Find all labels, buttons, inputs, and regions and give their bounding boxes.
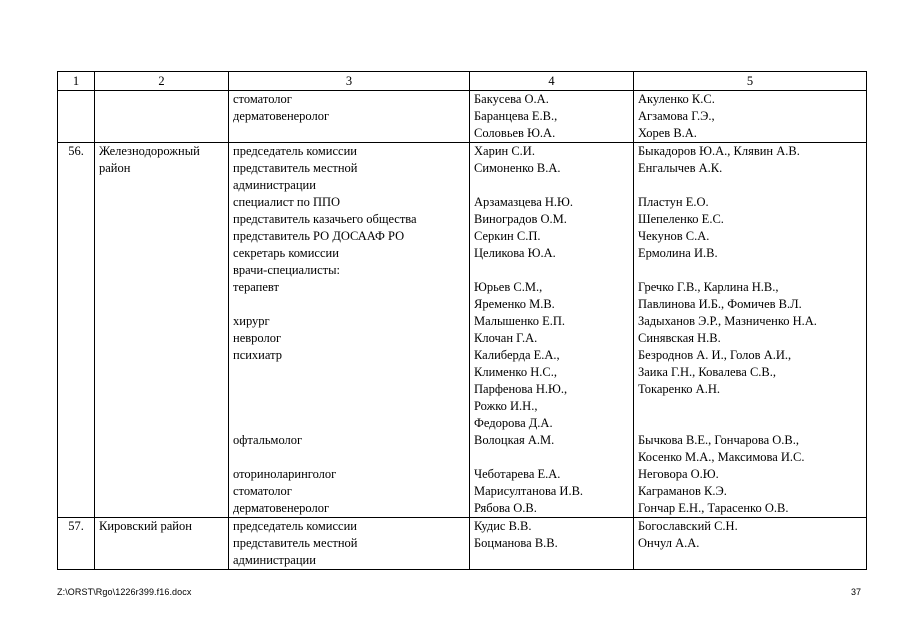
reserve-line (638, 398, 862, 415)
row-number: 57. (68, 519, 84, 533)
district-name: район (99, 161, 131, 175)
role-line (233, 381, 465, 398)
role-line: психиатр (233, 348, 282, 362)
table-cell-roles (229, 143, 470, 518)
commission-table (57, 71, 867, 570)
district-name: Кировский район (99, 519, 192, 533)
table-cell-members (470, 518, 634, 570)
member-line: Серкин С.П. (474, 229, 541, 243)
member-line (474, 262, 629, 279)
member-line: Баранцева Е.В., (474, 109, 558, 123)
reserve-line: Хорев В.А. (638, 126, 697, 140)
table-cell-roles (229, 518, 470, 570)
table-cell-district (95, 91, 229, 143)
role-line (233, 296, 465, 313)
header-cell: 2 (95, 72, 229, 91)
table-cell-reserves (634, 143, 867, 518)
table-cell-members (470, 91, 634, 143)
reserve-line: Пластун Е.О. (638, 195, 709, 209)
header-cell: 5 (634, 72, 867, 91)
member-line: Федорова Д.А. (474, 416, 553, 430)
member-line: Рябова О.В. (474, 501, 537, 515)
row-number: 56. (68, 144, 84, 158)
reserve-line: Шепеленко Е.С. (638, 212, 724, 226)
role-line: стоматолог (233, 92, 292, 106)
table-row (58, 143, 867, 518)
table-cell-district (95, 518, 229, 570)
member-line: Парфенова Н.Ю., (474, 382, 568, 396)
role-line: дерматовенеролог (233, 109, 330, 123)
footer-file-path: Z:\ORST\Rgo\1226r399.f16.docx (57, 587, 192, 597)
reserve-line: Агзамова Г.Э., (638, 109, 715, 123)
role-line: председатель комиссии (233, 144, 357, 158)
header-cell: 3 (229, 72, 470, 91)
reserve-line: Токаренко А.Н. (638, 382, 720, 396)
role-line: администрации (233, 178, 316, 192)
header-row (58, 72, 867, 91)
reserve-line: Бычкова В.Е., Гончарова О.В., (638, 433, 799, 447)
reserve-line: Каграманов К.Э. (638, 484, 727, 498)
reserve-line: Акуленко К.С. (638, 92, 715, 106)
role-line (233, 398, 465, 415)
member-line: Чеботарева Е.А. (474, 467, 561, 481)
role-line: дерматовенеролог (233, 501, 330, 515)
table-cell-reserves (634, 518, 867, 570)
member-line: Виноградов О.М. (474, 212, 567, 226)
reserve-line: Гончар Е.Н., Тарасенко О.В. (638, 501, 789, 515)
reserve-line: Чекунов С.А. (638, 229, 710, 243)
role-line: хирург (233, 314, 270, 328)
footer-page-number: 37 (850, 587, 861, 597)
role-line (233, 364, 465, 381)
reserve-line: Неговора О.Ю. (638, 467, 719, 481)
table-cell-num (58, 143, 95, 518)
reserve-line: Задыханов Э.Р., Мазниченко Н.А. (638, 314, 817, 328)
role-line: администрации (233, 553, 316, 567)
member-line (474, 449, 629, 466)
table-cell-num (58, 91, 95, 143)
role-line: невролог (233, 331, 282, 345)
member-line: Марисултанова И.В. (474, 484, 584, 498)
role-line: представитель местной (233, 161, 358, 175)
row-number (62, 91, 90, 108)
role-line: специалист по ППО (233, 195, 341, 209)
member-line: Боцманова В.В. (474, 536, 558, 550)
member-line: Целикова Ю.А. (474, 246, 556, 260)
role-line: терапевт (233, 280, 279, 294)
table-cell-num (58, 518, 95, 570)
reserve-line: Енгалычев А.К. (638, 161, 723, 175)
reserve-line: Косенко М.А., Максимова И.С. (638, 450, 805, 464)
role-line (233, 449, 465, 466)
role-line: врачи-специалисты: (233, 263, 340, 277)
member-line: Бакусева О.А. (474, 92, 549, 106)
district-name: Железнодорожный (99, 144, 200, 158)
reserve-line: Ончул А.А. (638, 536, 700, 550)
reserve-line (638, 415, 862, 432)
table-body (58, 72, 867, 570)
header-cell: 1 (58, 72, 95, 91)
reserve-line: Ермолина И.В. (638, 246, 718, 260)
member-line: Яременко М.В. (474, 297, 555, 311)
member-line: Кудис В.В. (474, 519, 532, 533)
table-cell-district (95, 143, 229, 518)
member-line: Рожко И.Н., (474, 399, 538, 413)
member-line: Малышенко Е.П. (474, 314, 565, 328)
reserve-line: Синявская Н.В. (638, 331, 721, 345)
table-cell-reserves (634, 91, 867, 143)
role-line: стоматолог (233, 484, 292, 498)
reserve-line: Быкадоров Ю.А., Клявин А.В. (638, 144, 800, 158)
member-line: Клименко Н.С., (474, 365, 557, 379)
reserve-line: Безроднов А. И., Голов А.И., (638, 348, 792, 362)
member-line: Клочан Г.А. (474, 331, 538, 345)
header-cell: 4 (470, 72, 634, 91)
role-line: председатель комиссии (233, 519, 357, 533)
reserve-line (638, 177, 862, 194)
reserve-line: Богославский С.Н. (638, 519, 738, 533)
member-line: Арзамазцева Н.Ю. (474, 195, 573, 209)
member-line: Симоненко В.А. (474, 161, 561, 175)
role-line: представитель местной (233, 536, 358, 550)
reserve-line: Заика Г.Н., Ковалева С.В., (638, 365, 777, 379)
reserve-line: Гречко Г.В., Карлина Н.В., (638, 280, 779, 294)
table-cell-members (470, 143, 634, 518)
reserve-line (638, 262, 862, 279)
role-line (233, 125, 465, 142)
member-line: Харин С.И. (474, 144, 535, 158)
table-row (58, 518, 867, 570)
role-line: представитель РО ДОСААФ РО (233, 229, 405, 243)
member-line: Калиберда Е.А., (474, 348, 560, 362)
table-cell-roles (229, 91, 470, 143)
role-line: офтальмолог (233, 433, 303, 447)
member-line: Соловьев Ю.А. (474, 126, 556, 140)
role-line: оториноларинголог (233, 467, 337, 481)
role-line (233, 415, 465, 432)
member-line: Волоцкая А.М. (474, 433, 555, 447)
role-line: представитель казачьего общества (233, 212, 417, 226)
member-line (474, 177, 629, 194)
table-row (58, 91, 867, 143)
reserve-line: Павлинова И.Б., Фомичев В.Л. (638, 297, 802, 311)
member-line: Юрьев С.М., (474, 280, 543, 294)
role-line: секретарь комиссии (233, 246, 339, 260)
